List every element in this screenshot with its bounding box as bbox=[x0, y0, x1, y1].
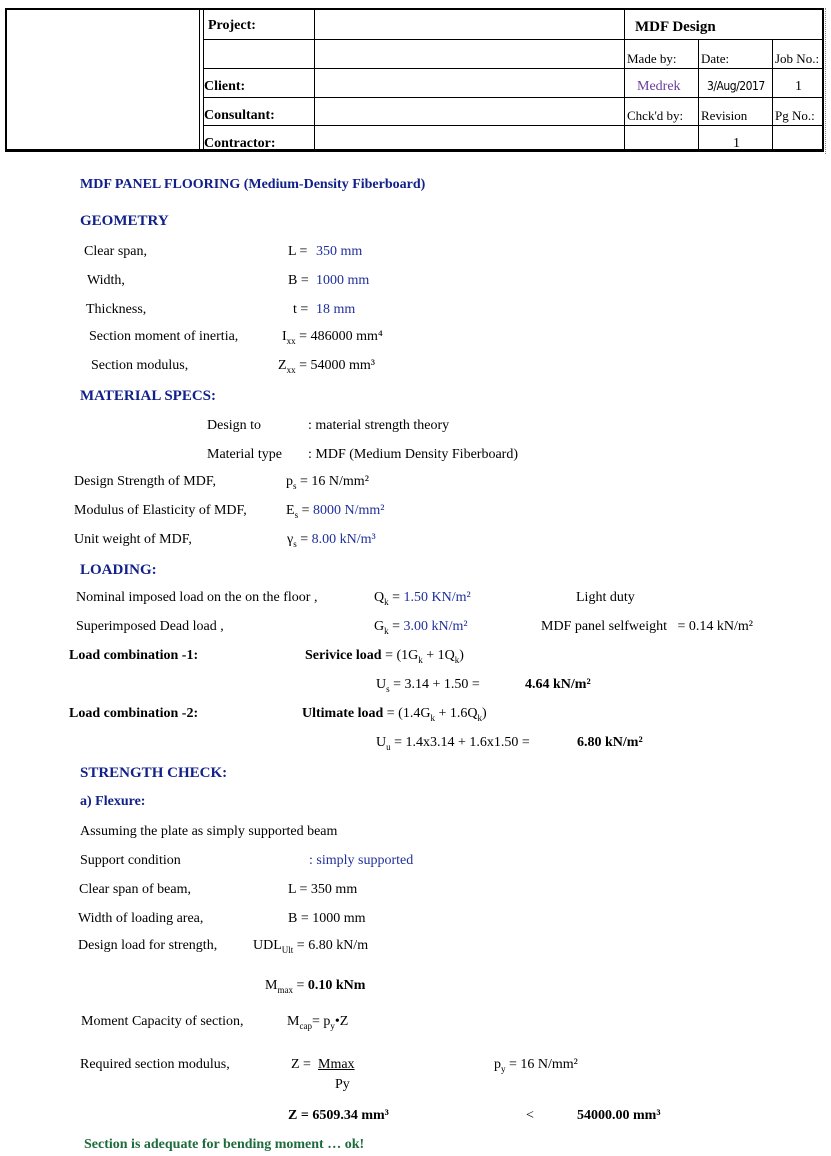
header-divider bbox=[772, 39, 773, 149]
header-divider bbox=[698, 39, 699, 149]
revision-value: 1 bbox=[733, 136, 740, 151]
inertia-symbol: I bbox=[282, 329, 287, 344]
combo2-formula bbox=[302, 706, 487, 722]
unit-weight-symbol: γ bbox=[287, 532, 294, 547]
combo1-result-subscript: s bbox=[386, 683, 390, 694]
mmax-subscript: max bbox=[277, 984, 293, 995]
material-type-value: : MDF (Medium Density Fiberboard) bbox=[308, 447, 518, 462]
unit-weight-subscript: s bbox=[293, 538, 297, 549]
flexure-heading: a) Flexure: bbox=[80, 794, 146, 809]
combo2-result bbox=[376, 735, 530, 751]
design-to-value: : material strength theory bbox=[308, 418, 450, 433]
material-type-label: Material type bbox=[207, 447, 283, 462]
imposed-subscript: k bbox=[384, 596, 389, 607]
loading-width-value: B = 1000 mm bbox=[288, 911, 366, 926]
dead-value: 3.00 kN/m² bbox=[403, 619, 468, 634]
k-subscript: k bbox=[418, 654, 423, 665]
header-title: MDF Design bbox=[635, 19, 716, 35]
combo2-label: Load combination -2: bbox=[69, 706, 199, 721]
header-divider bbox=[203, 39, 824, 40]
unit-weight-equals: = bbox=[300, 532, 309, 547]
header-divider bbox=[203, 97, 824, 98]
combo2-result-symbol: U bbox=[376, 735, 387, 750]
strength-symbol: p bbox=[286, 474, 293, 489]
inertia-expression bbox=[282, 329, 383, 345]
thickness-value: 18 mm bbox=[316, 302, 356, 317]
job-no-label: Job No.: bbox=[775, 51, 820, 66]
fraction-numerator: Mmax bbox=[318, 1057, 355, 1072]
modulus-subscript: xx bbox=[286, 364, 296, 375]
z-capacity: 54000.00 mm³ bbox=[577, 1108, 661, 1123]
span-label: Clear span of beam, bbox=[79, 882, 191, 897]
dead-equals: = bbox=[392, 619, 401, 634]
width-symbol: B = bbox=[288, 273, 309, 288]
assumption-text: Assuming the plate as simply supported beam bbox=[80, 824, 338, 839]
thickness-label: Thickness, bbox=[86, 302, 147, 317]
combo1-formula-post: ) bbox=[459, 648, 464, 663]
inertia-value: = 486000 mm⁴ bbox=[299, 329, 383, 344]
combo1-name: Serivice load bbox=[305, 648, 382, 663]
clear-span-value: 350 mm bbox=[316, 244, 363, 259]
mmax-symbol: M bbox=[265, 978, 278, 993]
py-expression bbox=[494, 1057, 578, 1073]
inertia-subscript: xx bbox=[286, 335, 296, 346]
unit-weight-expression bbox=[287, 532, 376, 548]
dead-load-label: Superimposed Dead load , bbox=[76, 619, 224, 634]
combo2-formula-mid: + 1.6Q bbox=[434, 706, 478, 721]
header-divider bbox=[624, 10, 625, 149]
combo1-result-value: 4.64 kN/m² bbox=[525, 677, 591, 692]
pg-no-label: Pg No.: bbox=[775, 108, 815, 123]
capacity-expression bbox=[287, 1014, 348, 1030]
py-value: = 16 N/mm² bbox=[509, 1057, 578, 1072]
capacity-label: Moment Capacity of section, bbox=[81, 1014, 244, 1029]
elasticity-value: 8000 N/mm² bbox=[312, 503, 385, 518]
combo1-formula bbox=[305, 648, 464, 664]
modulus-label: Section modulus, bbox=[91, 358, 189, 373]
strength-subscript: s bbox=[293, 480, 297, 491]
geometry-heading: GEOMETRY bbox=[80, 213, 169, 229]
combo1-label: Load combination -1: bbox=[69, 648, 199, 663]
selfweight-expression bbox=[541, 619, 753, 635]
imposed-load-note: Light duty bbox=[576, 590, 635, 605]
mmax-expression bbox=[265, 978, 365, 994]
py-symbol: p bbox=[494, 1057, 501, 1072]
modulus-value: = 54000 mm³ bbox=[299, 358, 375, 373]
capacity-formula-subscript: y bbox=[330, 1020, 335, 1031]
combo2-result-expression: = 1.4x3.14 + 1.6x1.50 = bbox=[394, 735, 530, 750]
support-label: Support condition bbox=[80, 853, 181, 868]
k-subscript: k bbox=[454, 654, 460, 665]
combo1-result-symbol: U bbox=[376, 677, 387, 692]
z-result: Z = 6509.34 mm³ bbox=[288, 1108, 389, 1123]
main-title: MDF PANEL FLOORING (Medium-Density Fiberboard) bbox=[80, 177, 426, 192]
selfweight-value: = 0.14 kN/m² bbox=[677, 619, 753, 634]
combo2-result-subscript: u bbox=[386, 741, 391, 752]
required-modulus-label: Required section modulus, bbox=[80, 1057, 230, 1072]
client-label: Client: bbox=[204, 79, 246, 94]
combo1-result-expression: = 3.14 + 1.50 = bbox=[393, 677, 480, 692]
py-subscript: y bbox=[501, 1063, 506, 1074]
contractor-label: Contractor: bbox=[204, 136, 276, 151]
fraction-denominator: Py bbox=[335, 1077, 350, 1092]
header-divider bbox=[199, 10, 200, 149]
design-load-label: Design load for strength, bbox=[78, 938, 218, 953]
imposed-value: 1.50 KN/m² bbox=[403, 590, 471, 605]
header-divider bbox=[203, 125, 824, 126]
combo2-formula-pre: = (1.4G bbox=[386, 706, 431, 721]
required-modulus-symbol: Z = bbox=[291, 1057, 311, 1072]
k-subscript: k bbox=[477, 712, 482, 723]
page-edge-marker bbox=[825, 8, 826, 154]
elasticity-label: Modulus of Elasticity of MDF, bbox=[74, 503, 247, 518]
capacity-symbol: M bbox=[287, 1014, 300, 1029]
elasticity-equals: = bbox=[301, 503, 310, 518]
design-strength-label: Design Strength of MDF, bbox=[74, 474, 216, 489]
imposed-equals: = bbox=[392, 590, 401, 605]
k-subscript: k bbox=[430, 712, 435, 723]
less-than-sign: < bbox=[526, 1108, 534, 1123]
imposed-load-expression bbox=[374, 590, 471, 606]
mmax-equals: = bbox=[296, 978, 308, 993]
strength-value: = 16 N/mm² bbox=[300, 474, 369, 489]
elasticity-expression bbox=[286, 503, 384, 519]
modulus-symbol: Z bbox=[278, 358, 287, 373]
unit-weight-value: 8.00 kN/m³ bbox=[311, 532, 376, 547]
design-load-subscript: Ult bbox=[281, 944, 294, 955]
combo2-name: Ultimate load bbox=[302, 706, 384, 721]
thickness-symbol: t = bbox=[293, 302, 309, 317]
dead-subscript: k bbox=[384, 625, 389, 636]
combo1-result bbox=[376, 677, 480, 693]
clear-span-symbol: L = bbox=[288, 244, 308, 259]
imposed-symbol: Q bbox=[374, 590, 385, 605]
strength-heading: STRENGTH CHECK: bbox=[80, 765, 228, 781]
modulus-expression bbox=[278, 358, 375, 374]
clear-span-label: Clear span, bbox=[84, 244, 147, 259]
capacity-formula-post: •Z bbox=[334, 1014, 349, 1029]
elasticity-subscript: s bbox=[294, 509, 299, 520]
design-to-label: Design to bbox=[207, 418, 262, 433]
elasticity-symbol: E bbox=[286, 503, 295, 518]
inertia-label: Section moment of inertia, bbox=[89, 329, 239, 344]
dead-symbol: G bbox=[374, 619, 385, 634]
width-value: 1000 mm bbox=[316, 273, 370, 288]
date-label: Date: bbox=[701, 51, 730, 66]
header-table bbox=[5, 8, 824, 152]
header-divider bbox=[203, 68, 824, 69]
made-by-label: Made by: bbox=[627, 51, 677, 66]
made-by-value: Medrek bbox=[637, 79, 681, 94]
support-value: : simply supported bbox=[309, 853, 414, 868]
loading-width-label: Width of loading area, bbox=[78, 911, 204, 926]
date-value: 3/Aug/2017 bbox=[707, 79, 765, 93]
capacity-formula: = p bbox=[311, 1014, 331, 1029]
width-label: Width, bbox=[87, 273, 125, 288]
loading-heading: LOADING: bbox=[80, 562, 157, 578]
combo2-formula-post: ) bbox=[481, 706, 487, 721]
selfweight-label: MDF panel selfweight bbox=[541, 619, 667, 634]
capacity-subscript: cap bbox=[299, 1020, 312, 1031]
revision-label: Revision bbox=[701, 108, 748, 123]
design-load-expression bbox=[253, 938, 368, 954]
combo2-result-value: 6.80 kN/m² bbox=[577, 735, 643, 750]
span-value: L = 350 mm bbox=[288, 882, 358, 897]
unit-weight-label: Unit weight of MDF, bbox=[74, 532, 192, 547]
job-no-value: 1 bbox=[795, 79, 802, 94]
design-load-symbol: UDL bbox=[253, 938, 282, 953]
design-load-value: = 6.80 kN/m bbox=[296, 938, 369, 953]
material-heading: MATERIAL SPECS: bbox=[80, 388, 216, 404]
design-strength-expression bbox=[286, 474, 369, 490]
header-divider bbox=[314, 10, 315, 149]
dead-load-expression bbox=[374, 619, 468, 635]
project-label: Project: bbox=[208, 18, 256, 33]
combo1-formula-mid: + 1Q bbox=[422, 648, 455, 663]
mmax-value: 0.10 kNm bbox=[307, 978, 366, 993]
consultant-label: Consultant: bbox=[204, 108, 275, 123]
combo1-formula-pre: = (1G bbox=[385, 648, 419, 663]
conclusion-text: Section is adequate for bending moment … ok! bbox=[84, 1137, 365, 1152]
checked-by-label: Chck'd by: bbox=[627, 108, 684, 123]
imposed-load-label: Nominal imposed load on the on the floor , bbox=[76, 590, 318, 605]
